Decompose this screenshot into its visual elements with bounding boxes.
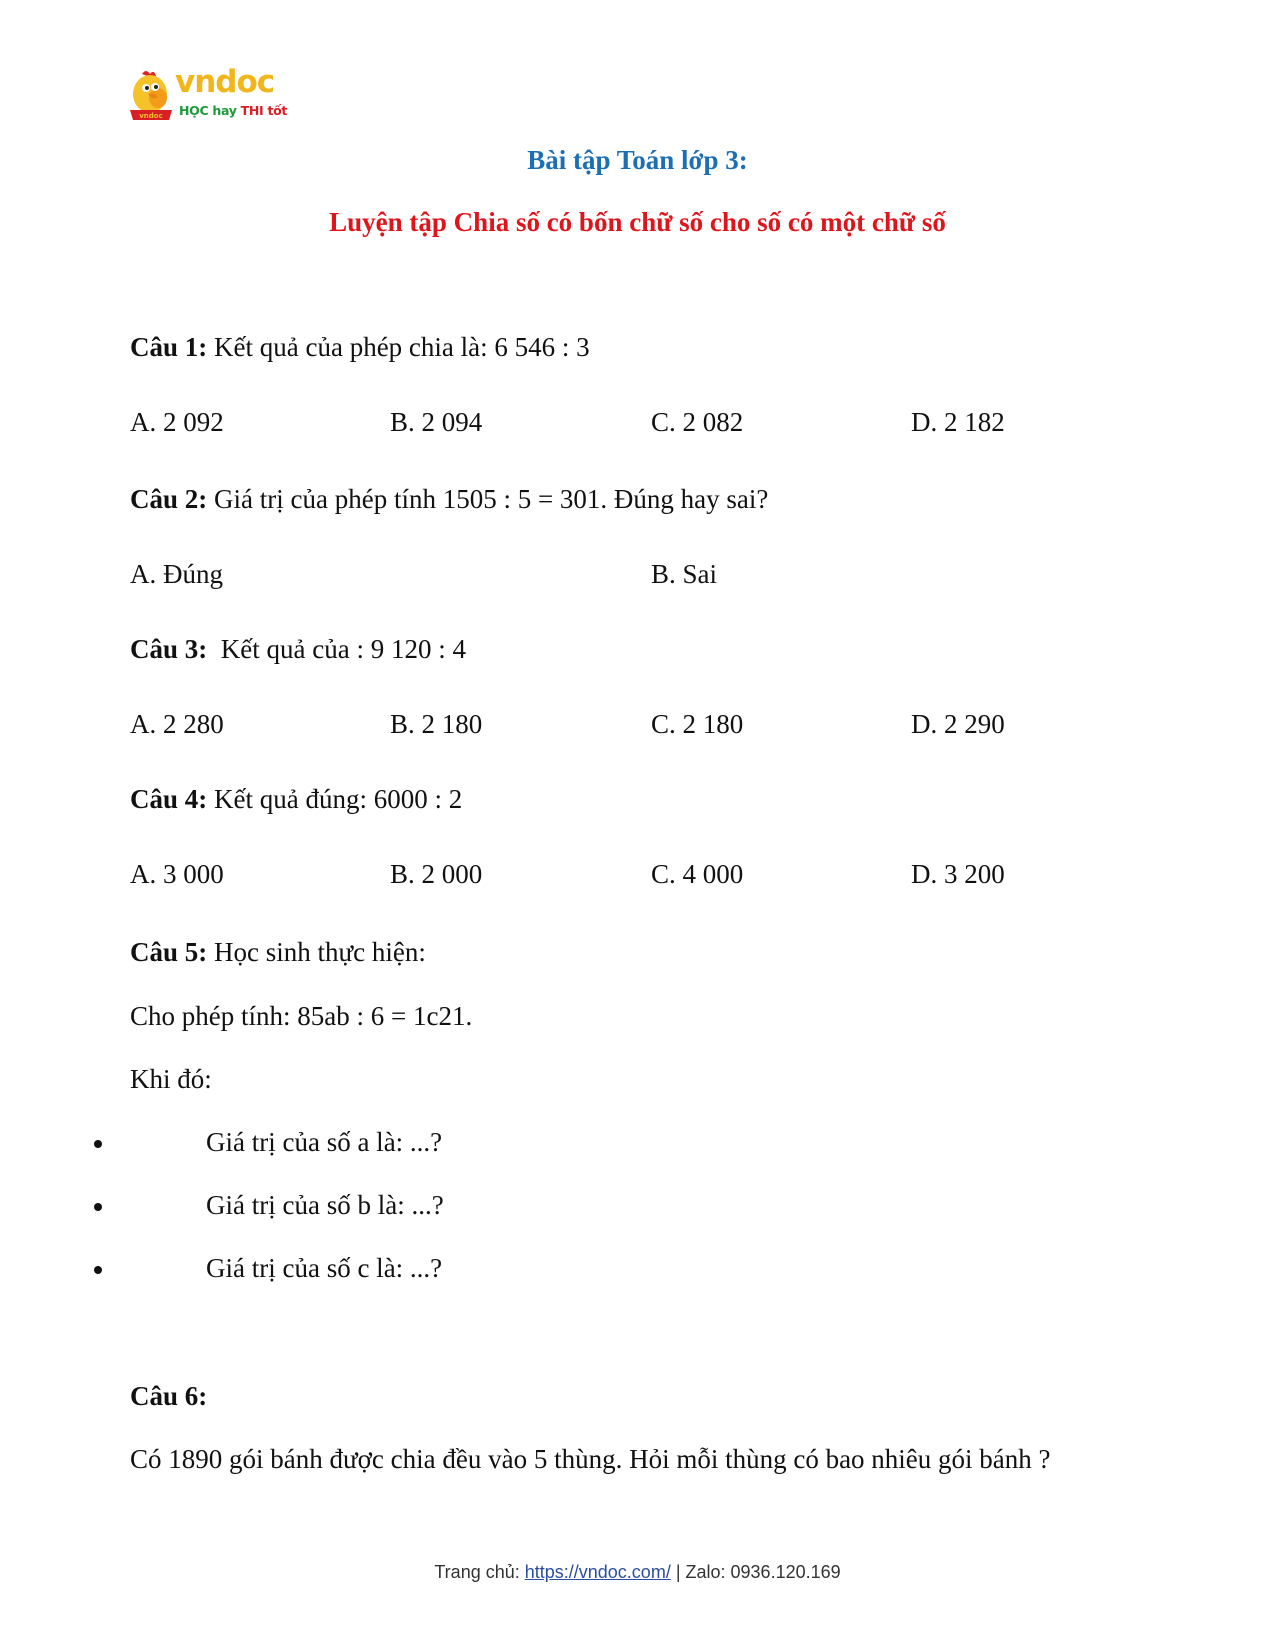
question-3-option-d: D. 2 290 <box>911 709 1005 739</box>
question-4-option-c: C. 4 000 <box>651 859 744 889</box>
homepage-link[interactable]: https://vndoc.com/ <box>524 1562 671 1582</box>
question-2-option-b: B. Sai <box>651 559 718 589</box>
question-1 <box>130 334 590 361</box>
question-6-text: Có 1890 gói bánh được chia đều vào 5 thùng. Hỏi mỗi thùng có bao nhiêu gói bánh ? <box>130 1444 1051 1474</box>
question-5-item-c: Giá trị của số c là: ...? <box>206 1253 443 1283</box>
question-5-intro: Khi đó: <box>130 1064 212 1094</box>
question-2 <box>130 486 768 513</box>
question-5-expression: Cho phép tính: 85ab : 6 = 1c21. <box>130 1001 473 1031</box>
question-label: Câu 1: <box>130 332 208 362</box>
page-title: Bài tập Toán lớp 3: <box>527 145 748 175</box>
question-6 <box>130 1383 207 1410</box>
question-1-option-a: A. 2 092 <box>130 407 224 437</box>
question-label: Câu 2: <box>130 484 208 514</box>
question-3-option-a: A. 2 280 <box>130 709 224 739</box>
question-3-option-c: C. 2 180 <box>651 709 744 739</box>
question-label: Câu 4: <box>130 784 208 814</box>
question-label: Câu 6: <box>130 1381 208 1411</box>
logo-tagline: HỌC hay THI tốt <box>179 103 288 118</box>
question-text: Giá trị của phép tính 1505 : 5 = 301. Đúng hay sai? <box>207 484 769 514</box>
question-1-option-d: D. 2 182 <box>911 407 1005 437</box>
logo-wordmark: vndoc <box>175 64 275 100</box>
question-3-option-b: B. 2 180 <box>390 709 483 739</box>
bullet-icon <box>94 1266 102 1274</box>
page-footer: Trang chủ: https://vndoc.com/ | Zalo: 0936.120.169 <box>434 1562 841 1582</box>
question-text: Học sinh thực hiện: <box>207 937 426 967</box>
bullet-icon <box>94 1203 102 1211</box>
question-4-option-b: B. 2 000 <box>390 859 483 889</box>
chicken-mascot-icon <box>128 68 174 124</box>
question-4-option-d: D. 3 200 <box>911 859 1005 889</box>
page-subtitle: Luyện tập Chia số có bốn chữ số cho số có một chữ số <box>329 207 946 237</box>
question-2-option-a: A. Đúng <box>130 559 223 589</box>
bullet-icon <box>94 1140 102 1148</box>
vndoc-logo <box>128 66 288 128</box>
question-text: Kết quả của : 9 120 : 4 <box>207 634 466 664</box>
question-1-option-c: C. 2 082 <box>651 407 744 437</box>
question-label: Câu 5: <box>130 937 208 967</box>
question-3 <box>130 636 466 663</box>
question-4-option-a: A. 3 000 <box>130 859 224 889</box>
question-5-item-a: Giá trị của số a là: ...? <box>206 1127 443 1157</box>
question-text: Kết quả đúng: 6000 : 2 <box>207 784 463 814</box>
question-5 <box>130 939 426 966</box>
svg-text:vndoc: vndoc <box>139 112 163 120</box>
question-5-item-b: Giá trị của số b là: ...? <box>206 1190 444 1220</box>
question-text: Kết quả của phép chia là: 6 546 : 3 <box>207 332 590 362</box>
question-4 <box>130 786 462 813</box>
question-label: Câu 3: <box>130 634 208 664</box>
question-1-option-b: B. 2 094 <box>390 407 483 437</box>
